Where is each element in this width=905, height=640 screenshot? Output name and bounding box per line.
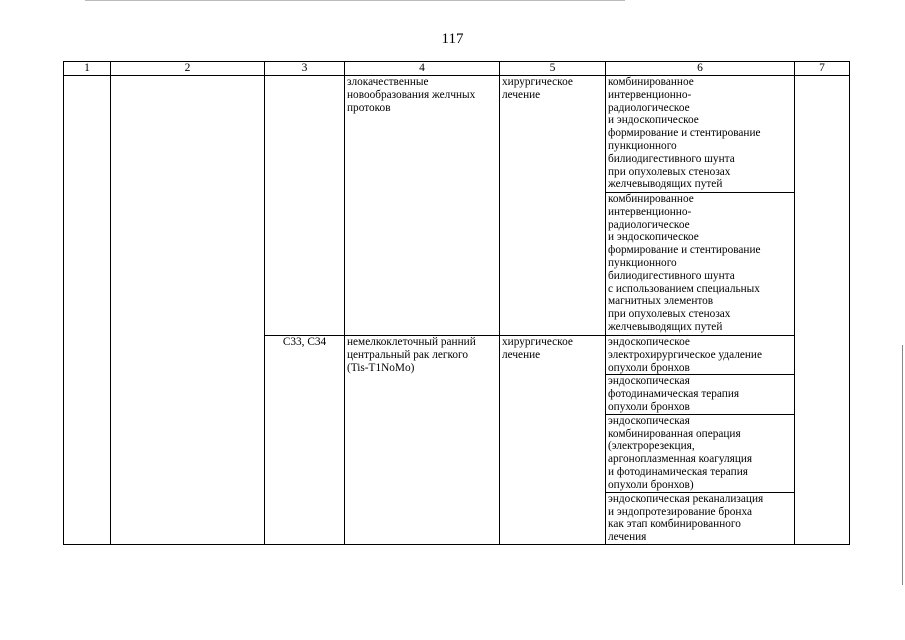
column-number: 2 — [111, 62, 265, 76]
column-number: 4 — [345, 62, 500, 76]
column-1-cell — [64, 76, 111, 545]
page-number: 117 — [441, 31, 464, 47]
column-number: 7 — [795, 62, 850, 76]
diagnosis-cell: немелкоклеточный ранний центральный рак легкого (Tis-T1NoMo) — [345, 336, 500, 545]
method-cell: комбинированное интервенционно- радиологическое и эндоскопическое формирование и стентирование пункционного билиодигестивного шунта с использованием специальных магнитных элементов при опухолевых стенозах желчевыводящих путей — [606, 193, 795, 336]
column-number-header-row — [64, 62, 850, 76]
treatment-type-cell: хирургическое лечение — [500, 76, 606, 336]
diagnosis-cell: злокачественные новообразования желчных протоков — [345, 76, 500, 336]
column-2-cell — [111, 76, 265, 545]
column-7-cell — [795, 76, 850, 545]
treatment-type-cell: хирургическое лечение — [500, 336, 606, 545]
icd-code-cell — [265, 76, 345, 336]
icd-code-cell: C33, C34 — [265, 336, 345, 545]
method-cell: эндоскопическая фотодинамическая терапия опухоли бронхов — [606, 375, 795, 414]
table-row — [64, 76, 850, 193]
scan-edge-line — [85, 0, 625, 1]
column-number: 1 — [64, 62, 111, 76]
method-cell: эндоскопическая комбинированная операция (электрорезекция, аргоноплазменная коагуляция и фотодинамическая терапия опухоли бронхов) — [606, 414, 795, 492]
column-number: 6 — [606, 62, 795, 76]
column-number: 3 — [265, 62, 345, 76]
procedures-table — [63, 61, 850, 545]
scan-edge-line — [902, 345, 903, 585]
method-cell: эндоскопическое электрохирургическое удаление опухоли бронхов — [606, 336, 795, 375]
method-cell: комбинированное интервенционно- радиологическое и эндоскопическое формирование и стентирование пункционного билиодигестивного шунта при опухолевых стенозах желчевыводящих путей — [606, 76, 795, 193]
column-number: 5 — [500, 62, 606, 76]
method-cell: эндоскопическая реканализация и эндопротезирование бронха как этап комбинированного лечения — [606, 492, 795, 544]
